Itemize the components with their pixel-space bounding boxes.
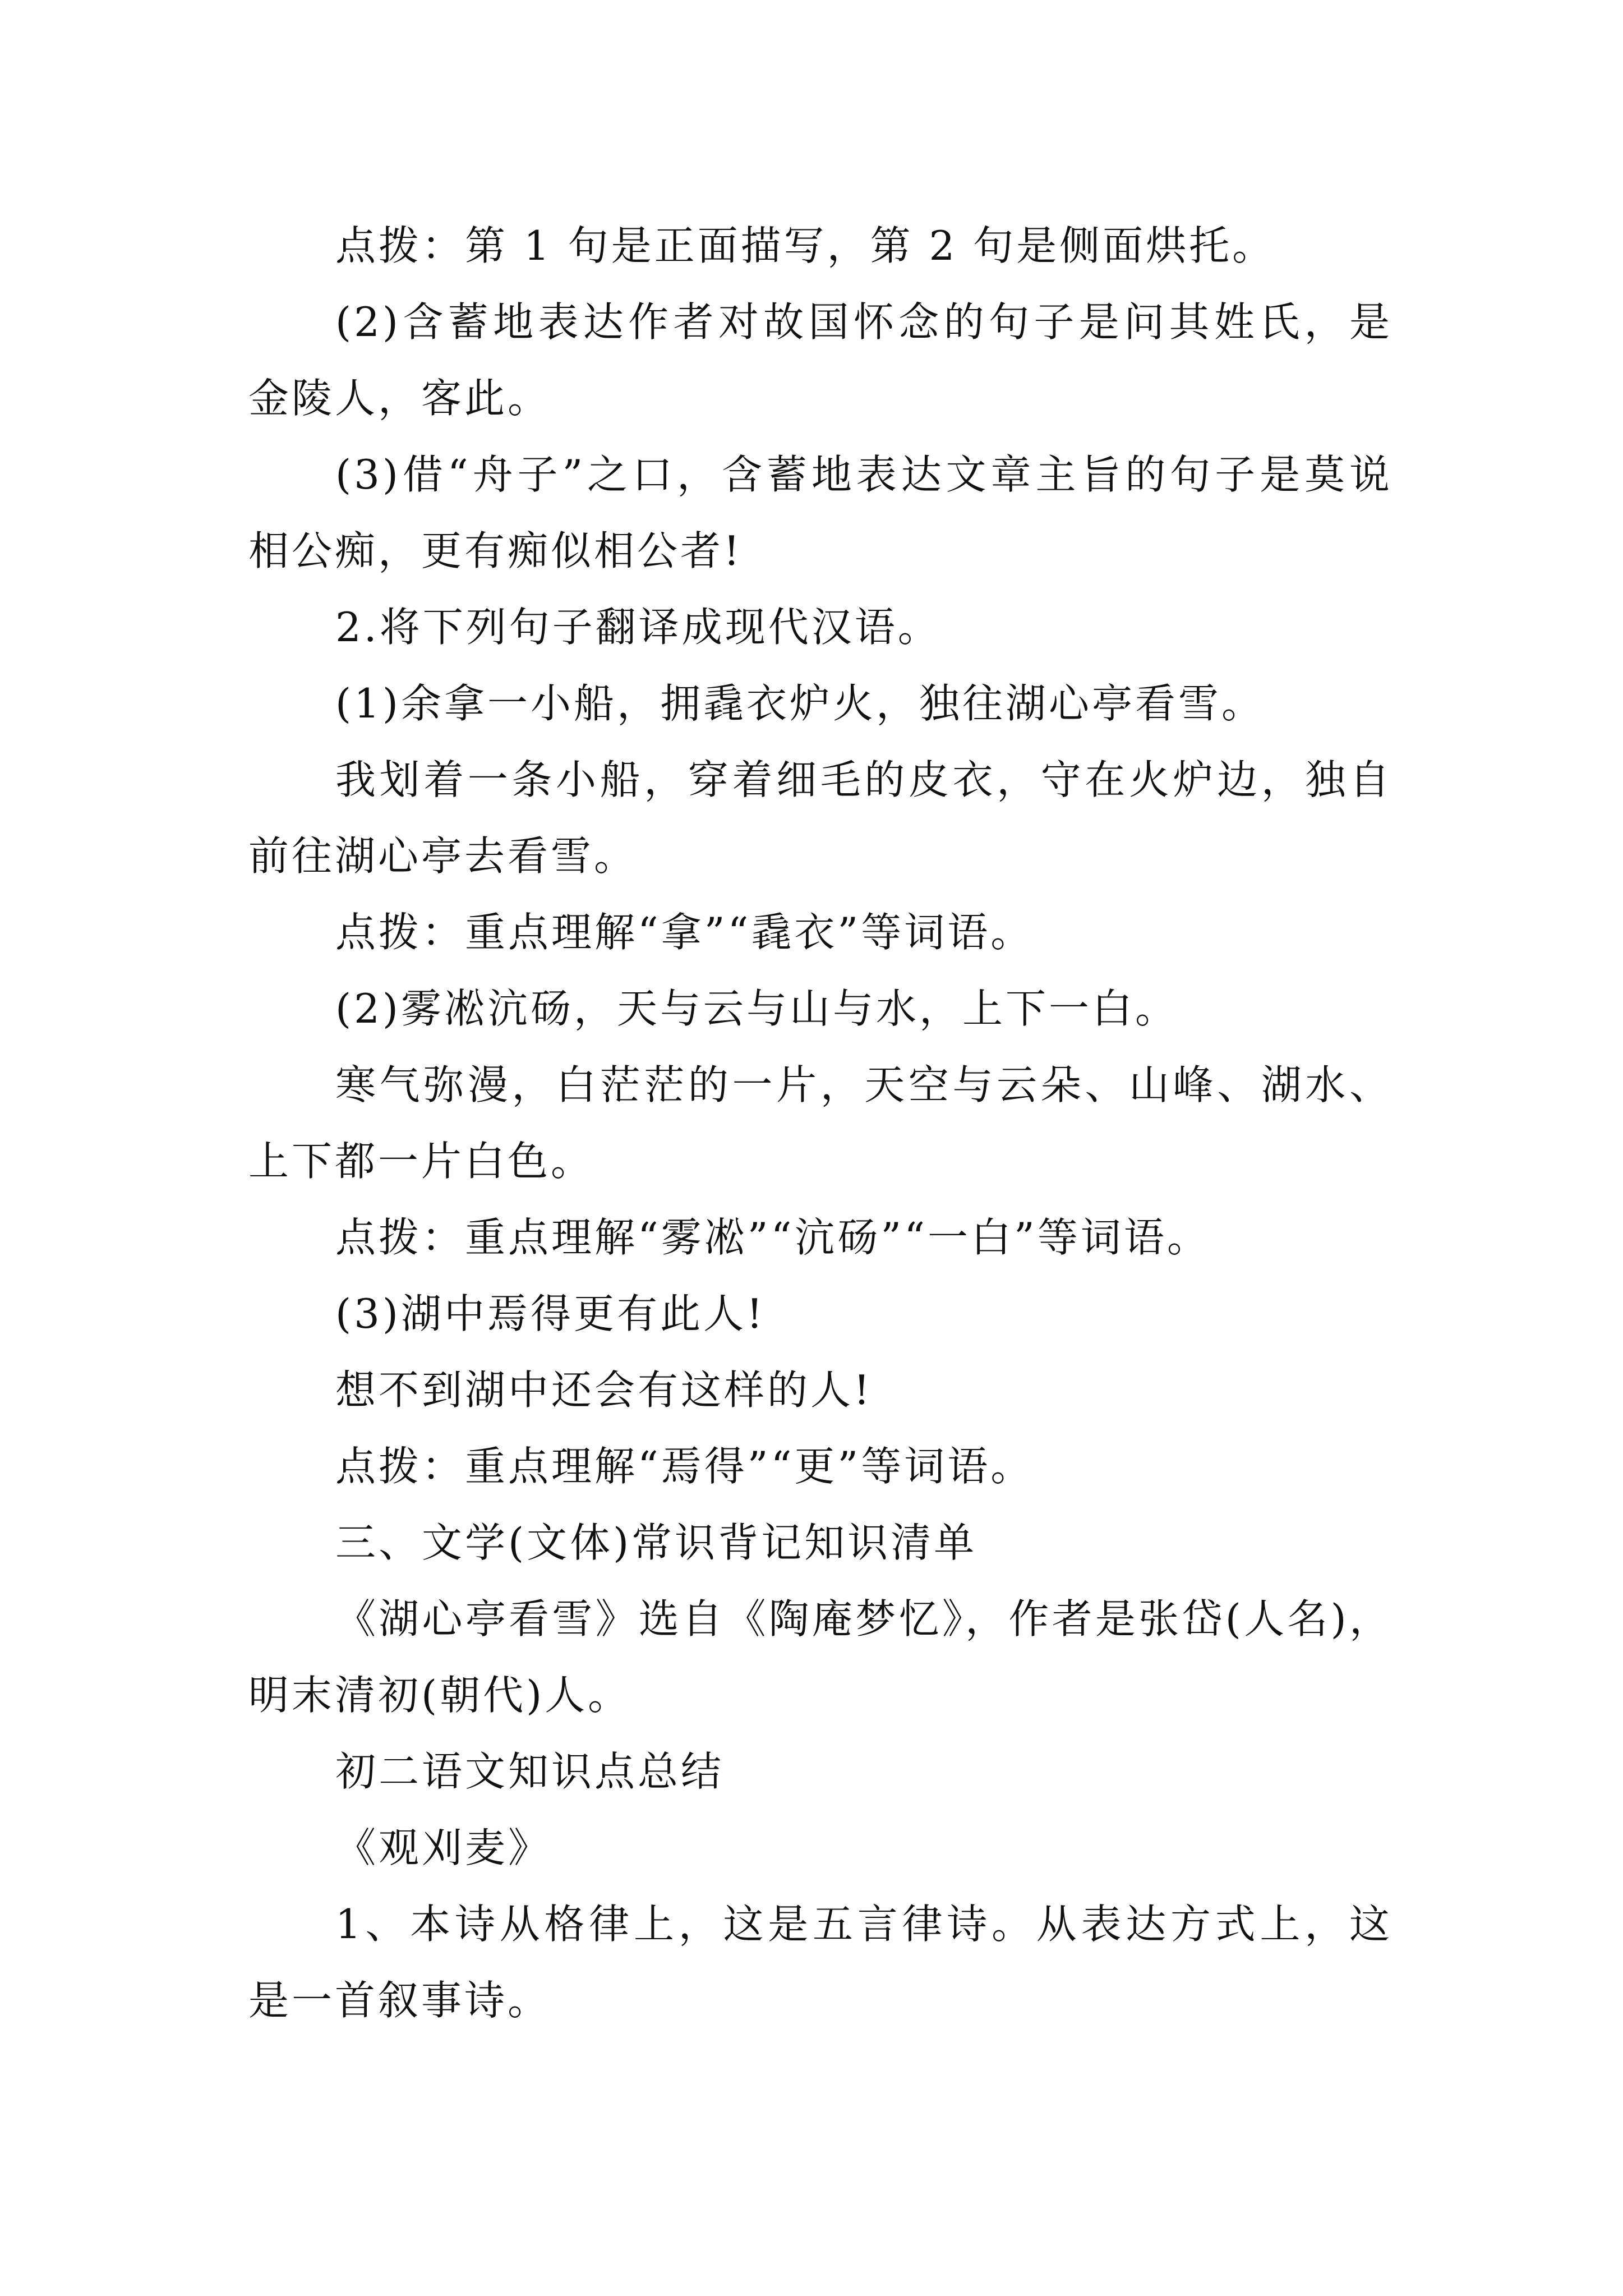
- section-heading-summary: 初二语文知识点总结: [335, 1748, 725, 1795]
- paragraph-translate-heading: 2.将下列句子翻译成现代汉语。: [335, 604, 941, 651]
- paragraph-q3: (3)借“舟子”之口，含蓄地表达文章主旨的句子是莫说相公痴，更有痴似相公者!: [248, 451, 1393, 574]
- paragraph-sentence-2: (2)雾凇沆砀，天与云与山与水，上下一白。: [335, 985, 1178, 1032]
- section-heading-literature: 三、文学(文体)常识背记知识清单: [335, 1519, 978, 1566]
- paragraph-sentence-1: (1)余拿一小船，拥毳衣炉火，独往湖心亭看雪。: [335, 680, 1265, 727]
- poem-title: 《观刈麦》: [335, 1824, 552, 1871]
- paragraph-hint-2: 点拨：重点理解“拿”“毳衣”等词语。: [335, 909, 1034, 956]
- paragraph-translation-2: 寒气弥漫，白茫茫的一片，天空与云朵、山峰、湖水、上下都一片白色。: [248, 1061, 1393, 1185]
- paragraph-q2: (2)含蓄地表达作者对故国怀念的句子是问其姓氏，是金陵人，客此。: [248, 298, 1393, 422]
- paragraph-hint-1: 点拨：第 1 句是正面描写，第 2 句是侧面烘托。: [335, 222, 1276, 269]
- paragraph-sentence-3: (3)湖中焉得更有此人!: [335, 1290, 766, 1337]
- document-body: [248, 208, 1393, 2039]
- paragraph-poem-note-1: 1、本诗从格律上，这是五言律诗。从表达方式上，这是一首叙事诗。: [248, 1901, 1393, 2024]
- paragraph-translation-3: 想不到湖中还会有这样的人!: [335, 1366, 873, 1414]
- paragraph-translation-1: 我划着一条小船，穿着细毛的皮衣，守在火炉边，独自前往湖心亭去看雪。: [248, 756, 1393, 880]
- paragraph-hint-4: 点拨：重点理解“焉得”“更”等词语。: [335, 1443, 1034, 1490]
- paragraph-hint-3: 点拨：重点理解“雾凇”“沆砀”“一白”等词语。: [335, 1214, 1210, 1261]
- paragraph-source-info: 《湖心亭看雪》选自《陶庵梦忆》，作者是张岱(人名)，明末清初(朝代)人。: [248, 1595, 1393, 1719]
